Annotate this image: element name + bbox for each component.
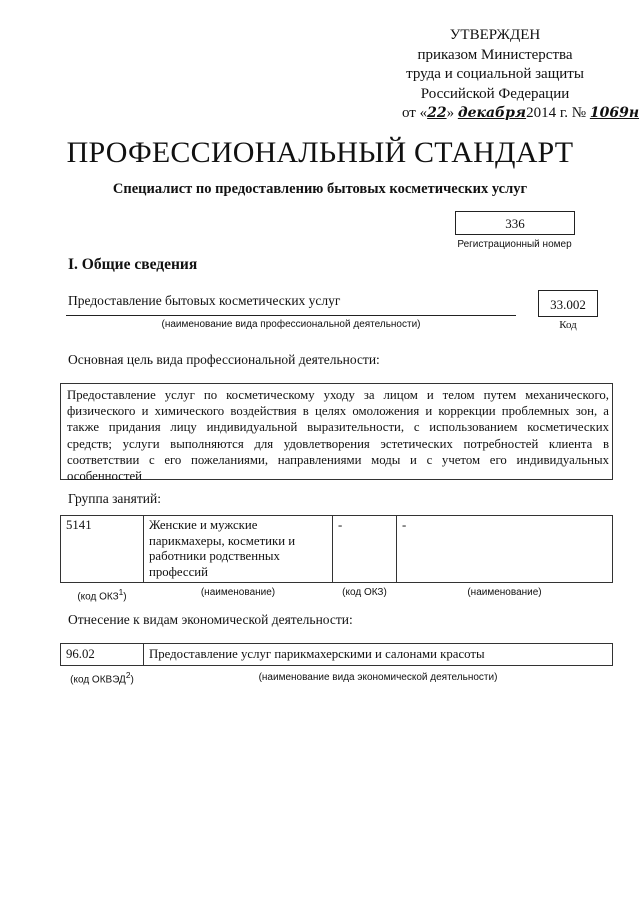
activity-underline — [66, 315, 516, 316]
occupation-group-table — [60, 515, 613, 607]
date-month: декабря — [457, 105, 527, 121]
document-subtitle: Специалист по предоставлению бытовых косметических услуг — [112, 181, 528, 197]
date-sep: » — [446, 105, 458, 121]
economic-activity-table — [60, 643, 613, 689]
goal-text-box: Предоставление услуг по косметическому уходу за лицом и телом путем механического, физического и химического воздействия в целях омоложения и коррекции проблемных зон, а также придания лицу индивидуальной выразительности, с использованием косметических средств; услуги выполняются для удовлетворения эстетических потребностей клиента в соответствии с его пожеланиями, направлениями моды и с учетом его индивидуальных особенностей — [60, 383, 613, 480]
date-day: 22 — [427, 105, 447, 121]
okved-code-cell: 96.02 — [61, 644, 144, 666]
economic-activity-heading: Отнесение к видам экономической деятельности: — [68, 612, 353, 627]
caption-row — [61, 583, 613, 607]
date-prefix: от « — [402, 105, 428, 121]
okz-code-caption-2: (код ОКЗ) — [342, 587, 387, 598]
order-number: 1069н — [589, 105, 640, 121]
date-year: 2014 г. № — [526, 105, 587, 121]
approval-line-1: УТВЕРЖДЕН — [449, 27, 541, 43]
okved-name-cell: Предоставление услуг парикмахерскими и салонами красоты — [144, 644, 613, 666]
okz-name-cell-2: - — [397, 516, 613, 583]
okz-name-cell: Женские и мужские парикмахеры, косметики и работники родственных профессий — [144, 516, 333, 583]
approval-line-3: труда и социальной защиты — [406, 66, 584, 82]
okz-name-caption-2: (наименование) — [467, 587, 542, 598]
approval-line-4: Российской Федерации — [420, 85, 570, 102]
document-title: ПРОФЕССИОНАЛЬНЫЙ СТАНДАРТ — [66, 136, 574, 169]
caption-row — [61, 666, 613, 690]
activity-code-caption: Код — [559, 319, 577, 331]
okz-code-cell-2: - — [333, 516, 397, 583]
activity-caption: (наименование вида профессиональной деятельности) — [161, 319, 421, 330]
okved-name-caption: (наименование вида экономической деятельности) — [258, 672, 498, 684]
activity-name: Предоставление бытовых косметических услуг — [68, 293, 341, 308]
activity-code-box: 33.002 — [538, 290, 598, 317]
okz-code-cell: 5141 — [61, 516, 144, 583]
approval-date-line — [380, 104, 640, 124]
okz-code-caption: (код ОКЗ$^1$) — [77, 587, 127, 603]
registration-number-box: 336 — [455, 211, 575, 235]
table-row — [61, 644, 613, 666]
goal-heading: Основная цель вида профессиональной деятельности: — [68, 352, 380, 367]
okved-code-caption: (код ОКВЭД$^2$) — [70, 670, 134, 686]
occupation-group-heading: Группа занятий: — [68, 491, 161, 506]
okz-name-caption: (наименование) — [200, 587, 276, 598]
registration-number-label: Регистрационный номер — [457, 239, 572, 250]
section-heading: I. Общие сведения — [68, 256, 198, 273]
table-row — [61, 516, 613, 583]
approval-block — [380, 26, 640, 124]
approval-line-2: приказом Министерства — [417, 46, 573, 63]
